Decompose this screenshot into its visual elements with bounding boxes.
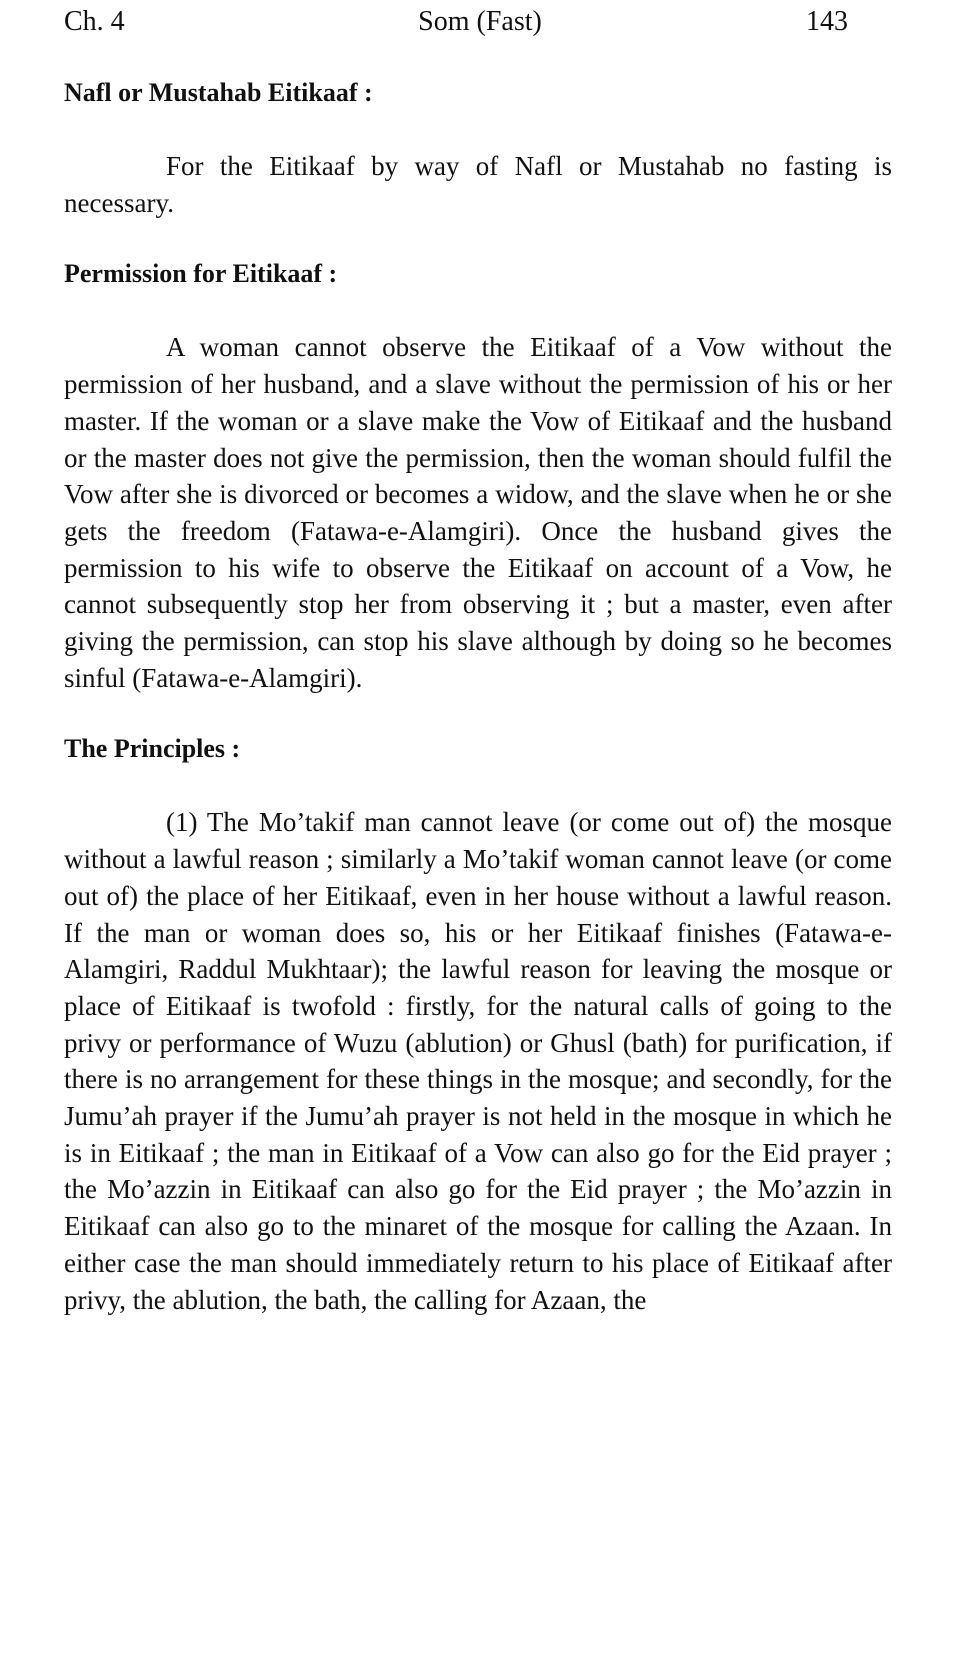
paragraph-principles: (1) The Mo’takif man cannot leave (or come out of) the mosque without a lawful reason ; similarly a Mo’takif woman cannot leave (or come out of) the place of her Eitikaaf, even in her house without a lawful reason. If the man or woman does so, his or her Eitikaaf finishes (Fatawa-e-Alamgiri, Raddul Mukhtaar); the lawful reason for leaving the mosque or place of Eitikaaf is twofold : firstly, for the natural calls of going to the privy or performance of Wuzu (ablution) or Ghusl (bath) for purification, if there is no arrangement for these things in the mosque; and secondly, for the Jumu’ah prayer if the Jumu’ah prayer is not held in the mosque in which he is in Eitikaaf ; the man in Eitikaaf of a Vow can also go for the Eid prayer ; the Mo’azzin in Eitikaaf can also go for the Eid prayer ; the Mo’azzin in Eitikaaf can also go to the minaret of the mosque for calling the Azaan. In either case the man should immediately return to his place of Eitikaaf after privy, the ablution, the bath, the calling for Azaan, the (64, 807, 892, 1315)
chapter-label: Ch. 4 (64, 6, 125, 37)
running-title: Som (Fast) (418, 6, 542, 37)
section-heading-principles: The Principles : (64, 734, 241, 764)
paragraph-permission: A woman cannot observe the Eitikaaf of a Vow without the permission of her husband, and a slave without the permission of his or her master. If the woman or a slave make the Vow of Eitikaaf and the husband or the master does not give the permission, then the woman should fulfil the Vow after she is divorced or becomes a widow, and the slave when he or she gets the freedom (Fatawa-e-Alamgiri). Once the husband gives the permission to his wife to observe the Eitikaaf on account of a Vow, he cannot subsequently stop her from observing it ; but a master, even after giving the permission, can stop his slave although by doing so he becomes sinful (Fatawa-e-Alamgiri). (64, 332, 892, 693)
section-heading-nafl-eitikaaf: Nafl or Mustahab Eitikaaf : (64, 78, 373, 107)
book-page (64, 0, 896, 1318)
running-header (64, 0, 896, 44)
page-number: 143 (806, 6, 848, 37)
paragraph-nafl-eitikaaf: For the Eitikaaf by way of Nafl or Mustahab no fasting is necessary. (64, 151, 892, 218)
section-heading-permission: Permission for Eitikaaf : (64, 259, 338, 289)
